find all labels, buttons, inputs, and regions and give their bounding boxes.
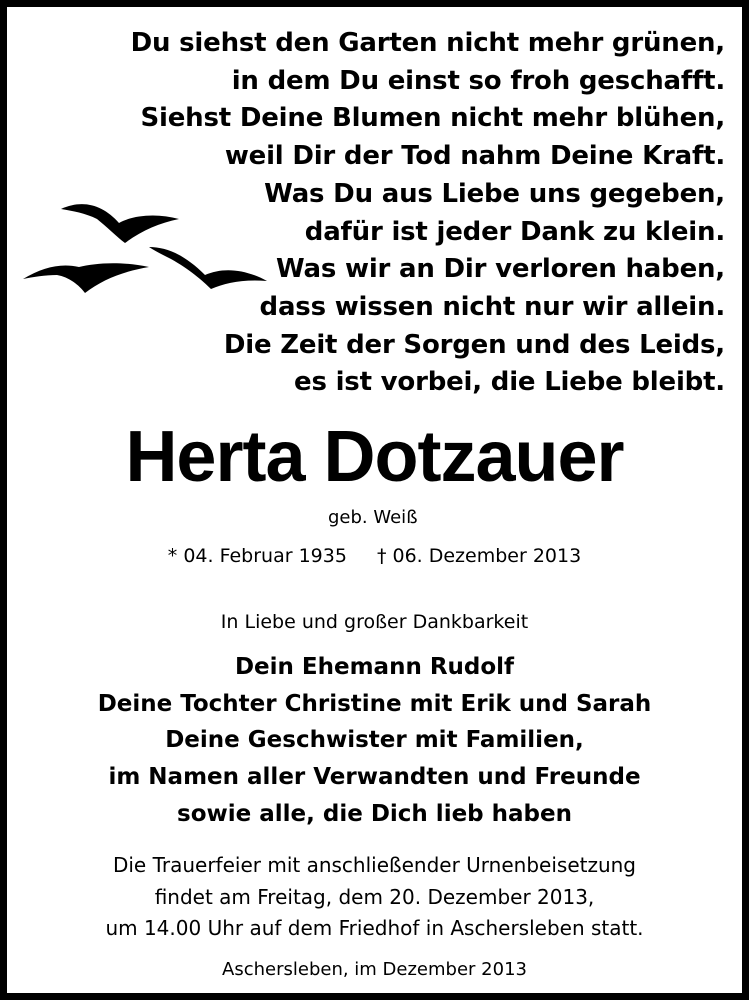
obituary-card <box>7 7 742 993</box>
deceased-name: Herta Dotzauer <box>125 417 624 497</box>
mourner-line: sowie alle, die Dich lieb haben <box>177 800 572 827</box>
poem-line: weil Dir der Tod nahm Deine Kraft. <box>224 141 725 172</box>
life-dates <box>7 545 742 567</box>
poem-line: Was wir an Dir verloren haben, <box>276 254 725 285</box>
bird-icon <box>23 263 149 293</box>
death-date: † 06. Dezember 2013 <box>376 545 582 567</box>
poem-line: Was Du aus Liebe uns gegeben, <box>264 178 725 209</box>
birth-date: * 04. Februar 1935 <box>167 545 347 567</box>
mourner-line: im Namen aller Verwandten und Freunde <box>108 764 641 791</box>
poem-line: dass wissen nicht nur wir allein. <box>259 291 725 322</box>
poem-line: Siehst Deine Blumen nicht mehr blühen, <box>140 103 725 134</box>
mourner-line: Deine Geschwister mit Familien, <box>165 727 584 754</box>
mourner-line: Deine Tochter Christine mit Erik und Sarah <box>97 690 652 717</box>
mourner-line: Dein Ehemann Rudolf <box>234 654 515 680</box>
service-info <box>7 850 742 945</box>
bird-icon <box>61 204 179 243</box>
mourners-list <box>7 649 742 833</box>
poem-line: Die Zeit der Sorgen und des Leids, <box>223 329 725 360</box>
service-line: Die Trauerfeier mit anschließender Urnenbeisetzung <box>112 853 637 877</box>
place-date: Aschersleben, im Dezember 2013 <box>222 959 527 980</box>
poem-line: Du siehst den Garten nicht mehr grünen, <box>130 28 725 58</box>
service-line: um 14.00 Uhr auf dem Friedhof in Aschersleben statt. <box>105 916 644 940</box>
poem-line: in dem Du einst so froh geschafft. <box>231 65 725 96</box>
mourners-intro: In Liebe und großer Dankbarkeit <box>220 611 529 633</box>
poem-line: es ist vorbei, die Liebe bleibt. <box>294 367 725 398</box>
poem-line: dafür ist jeder Dank zu klein. <box>304 216 725 247</box>
maiden-name: geb. Weiß <box>328 507 418 528</box>
bird-icon <box>149 247 267 289</box>
service-line: findet am Freitag, dem 20. Dezember 2013, <box>154 884 595 909</box>
flying-birds-icon <box>21 197 281 297</box>
